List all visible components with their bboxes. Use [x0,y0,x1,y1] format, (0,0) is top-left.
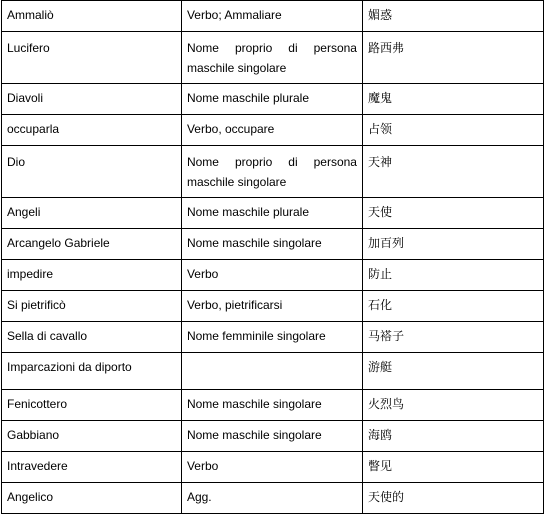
grammar-cell: Verbo [181,452,362,483]
term-cell: Gabbiano [2,421,182,452]
grammar-cell: Nome proprio di persona maschile singolare [181,32,362,84]
grammar-cell: Nome femminile singolare [181,322,362,353]
translation-cell: 海鸥 [362,421,543,452]
table-row [2,291,544,322]
translation-cell: 天神 [362,146,543,198]
table-row [2,84,544,115]
translation-cell: 魔鬼 [362,84,543,115]
term-cell: Fenicottero [2,390,182,421]
grammar-cell: Verbo, pietrificarsi [181,291,362,322]
grammar-cell: Nome maschile plurale [181,198,362,229]
grammar-cell [181,353,362,390]
term-cell: Angelico [2,483,182,514]
table-row [2,146,544,198]
table-row [2,260,544,291]
table-row [2,353,544,390]
translation-cell: 马褡子 [362,322,543,353]
translation-cell: 瞥见 [362,452,543,483]
term-cell: impedire [2,260,182,291]
table-row [2,322,544,353]
term-cell: occuparla [2,115,182,146]
translation-cell: 防止 [362,260,543,291]
term-cell: Angeli [2,198,182,229]
grammar-cell: Verbo; Ammaliare [181,1,362,32]
table-row [2,390,544,421]
table-row [2,421,544,452]
grammar-cell: Agg. [181,483,362,514]
term-cell: Diavoli [2,84,182,115]
grammar-cell: Nome maschile singolare [181,421,362,452]
translation-cell: 路西弗 [362,32,543,84]
grammar-cell: Nome maschile singolare [181,229,362,260]
table-row [2,483,544,514]
table-row [2,32,544,84]
table-row [2,229,544,260]
table-row [2,452,544,483]
table-row [2,198,544,229]
translation-cell: 占领 [362,115,543,146]
glossary-table [1,0,544,514]
grammar-cell: Nome proprio di persona maschile singolare [181,146,362,198]
term-cell: Dio [2,146,182,198]
term-cell: Si pietrificò [2,291,182,322]
translation-cell: 天使 [362,198,543,229]
grammar-cell: Nome maschile singolare [181,390,362,421]
translation-cell: 天使的 [362,483,543,514]
table-row [2,115,544,146]
table-row [2,1,544,32]
term-cell: Arcangelo Gabriele [2,229,182,260]
term-cell: Imparcazioni da diporto [2,353,182,390]
grammar-cell: Verbo [181,260,362,291]
term-cell: Ammaliò [2,1,182,32]
translation-cell: 游艇 [362,353,543,390]
translation-cell: 石化 [362,291,543,322]
grammar-cell: Verbo, occupare [181,115,362,146]
term-cell: Lucifero [2,32,182,84]
translation-cell: 加百列 [362,229,543,260]
translation-cell: 媚惑 [362,1,543,32]
translation-cell: 火烈鸟 [362,390,543,421]
term-cell: Intravedere [2,452,182,483]
term-cell: Sella di cavallo [2,322,182,353]
grammar-cell: Nome maschile plurale [181,84,362,115]
